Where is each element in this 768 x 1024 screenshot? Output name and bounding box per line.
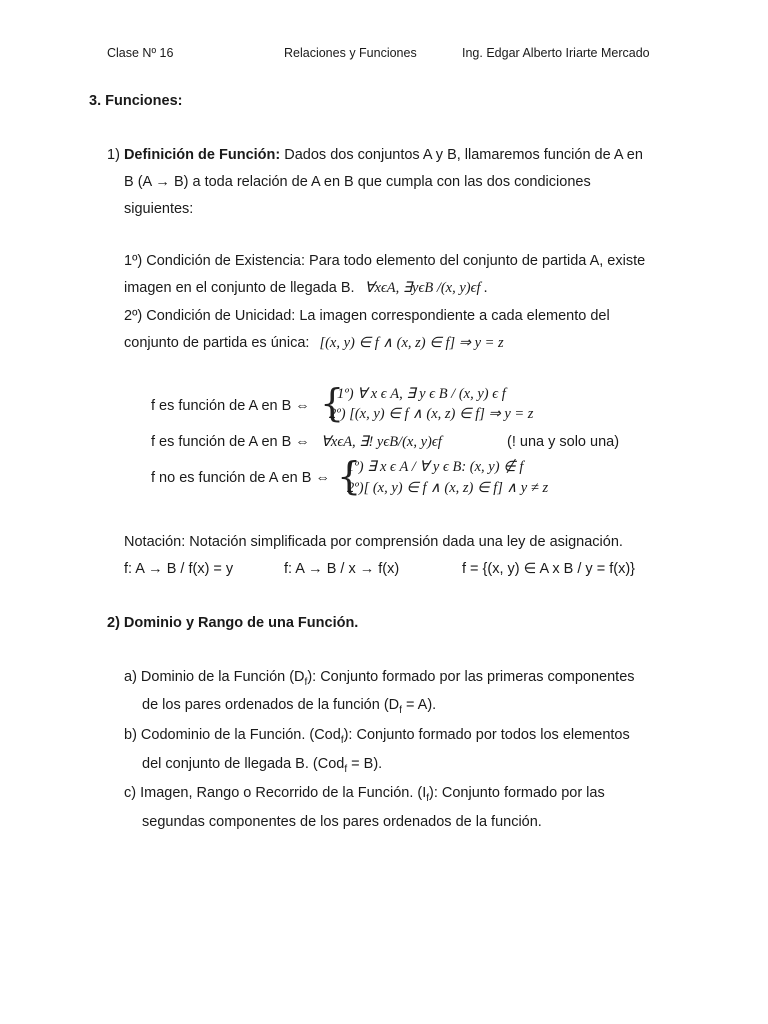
definition-number: 1): [107, 147, 120, 163]
notation-form-2: f: A → B / x → f(x): [284, 561, 400, 577]
item-codomain-rest-2: = B).: [347, 756, 383, 772]
item-codomain-text: b) Codominio de la Función. (Cod: [124, 727, 341, 743]
section-title-dominio-rango: 2) Dominio y Rango de una Función.: [107, 615, 359, 631]
condition-uniqueness-line-2: [124, 335, 504, 352]
condition-uniqueness-line-1: 2º) Condición de Unicidad: La imagen correspondiente a cada elemento del: [124, 308, 610, 324]
notation-line: Notación: Notación simplificada por comprensión dada una ley de asignación.: [124, 534, 623, 550]
image-subscript: f: [426, 792, 430, 804]
item-domain-text-2: de los pares ordenados de la función (D: [142, 697, 400, 713]
item-codomain-rest: ): Conjunto formado por todos los elementos: [343, 727, 630, 743]
header-class-number: Clase Nº 16: [107, 46, 174, 60]
item-image-line-2: segundas componentes de los pares ordenados de la función.: [142, 814, 542, 830]
function-compact-text: f es función de A en B ⇔: [151, 434, 310, 450]
not-function-text: f no es función de A en B ⇔: [151, 470, 330, 486]
item-domain-rest-2: = A).: [401, 697, 437, 713]
function-condition-row-1: 1º) ∀ x ϵ A, ∃ y ϵ B / (x, y) ϵ f: [337, 386, 506, 402]
header-topic: Relaciones y Funciones: [284, 46, 417, 60]
item-codomain-line-1: [124, 727, 630, 746]
domain-subscript: f: [304, 676, 308, 688]
condition-existence-line-1: 1º) Condición de Existencia: Para todo elemento del conjunto de partida A, existe: [124, 253, 646, 269]
function-compact-note: (! una y solo una): [507, 434, 620, 450]
item-domain-rest: ): Conjunto formado por las primeras componentes: [307, 669, 635, 685]
definition-line-1: [107, 147, 643, 163]
domain-subscript: f: [399, 704, 402, 716]
not-function-row-2: 2º)[ (x, y) ∈ f ∧ (x, z) ∈ f] ∧ y ≠ z: [347, 480, 549, 496]
condition-existence-text: imagen en el conjunto de llegada B.: [124, 280, 355, 296]
item-image-text: c) Imagen, Rango o Recorrido de la Función. (I: [124, 785, 427, 801]
definition-line-2: B (A → B) a toda relación de A en B que cumpla con las dos condiciones: [124, 174, 591, 190]
function-condition-row-2: 2º) [(x, y) ∈ f ∧ (x, z) ∈ f] ⇒ y = z: [329, 406, 534, 422]
item-domain-line-1: [124, 669, 635, 688]
definition-text-1: Dados dos conjuntos A y B, llamaremos función de A en: [280, 147, 643, 163]
not-function-row-1: 1º) ∃ x ϵ A / ∀ y ϵ B: (x, y) ∉ f: [347, 459, 524, 475]
section-title-funciones: 3. Funciones:: [89, 93, 183, 109]
item-codomain-text-2: del conjunto de llegada B. (Cod: [142, 756, 345, 772]
item-image-line-1: [124, 785, 605, 804]
condition-uniqueness-formula: [(x, y) ∈ f ∧ (x, z) ∈ f] ⇒ y = z: [319, 335, 504, 351]
condition-uniqueness-text: conjunto de partida es única:: [124, 335, 310, 351]
definition-line-3: siguientes:: [124, 201, 194, 217]
left-brace-icon: {: [337, 454, 362, 498]
notation-form-1: f: A → B / f(x) = y: [124, 561, 234, 577]
notation-form-3: f = {(x, y) ∈ A x B / y = f(x)}: [462, 561, 635, 577]
header-author: Ing. Edgar Alberto Iriarte Mercado: [462, 46, 650, 60]
definition-label: Definición de Función:: [123, 147, 281, 163]
codomain-subscript: f: [340, 734, 344, 746]
function-definition-text: f es función de A en B ⇔: [151, 398, 310, 414]
item-codomain-line-2: [142, 756, 382, 775]
function-compact-formula: ∀xϵA, ∃! yϵB/(x, y)ϵf: [321, 434, 442, 450]
condition-existence-line-2: [124, 280, 488, 297]
condition-existence-formula: ∀xϵA, ∃yϵB /(x, y)ϵf .: [364, 280, 488, 296]
item-domain-line-2: [142, 697, 436, 716]
item-domain-text: a) Dominio de la Función (D: [124, 669, 305, 685]
left-brace-icon: {: [320, 381, 345, 425]
codomain-subscript: f: [344, 763, 348, 775]
item-image-rest: ): Conjunto formado por las: [429, 785, 605, 801]
